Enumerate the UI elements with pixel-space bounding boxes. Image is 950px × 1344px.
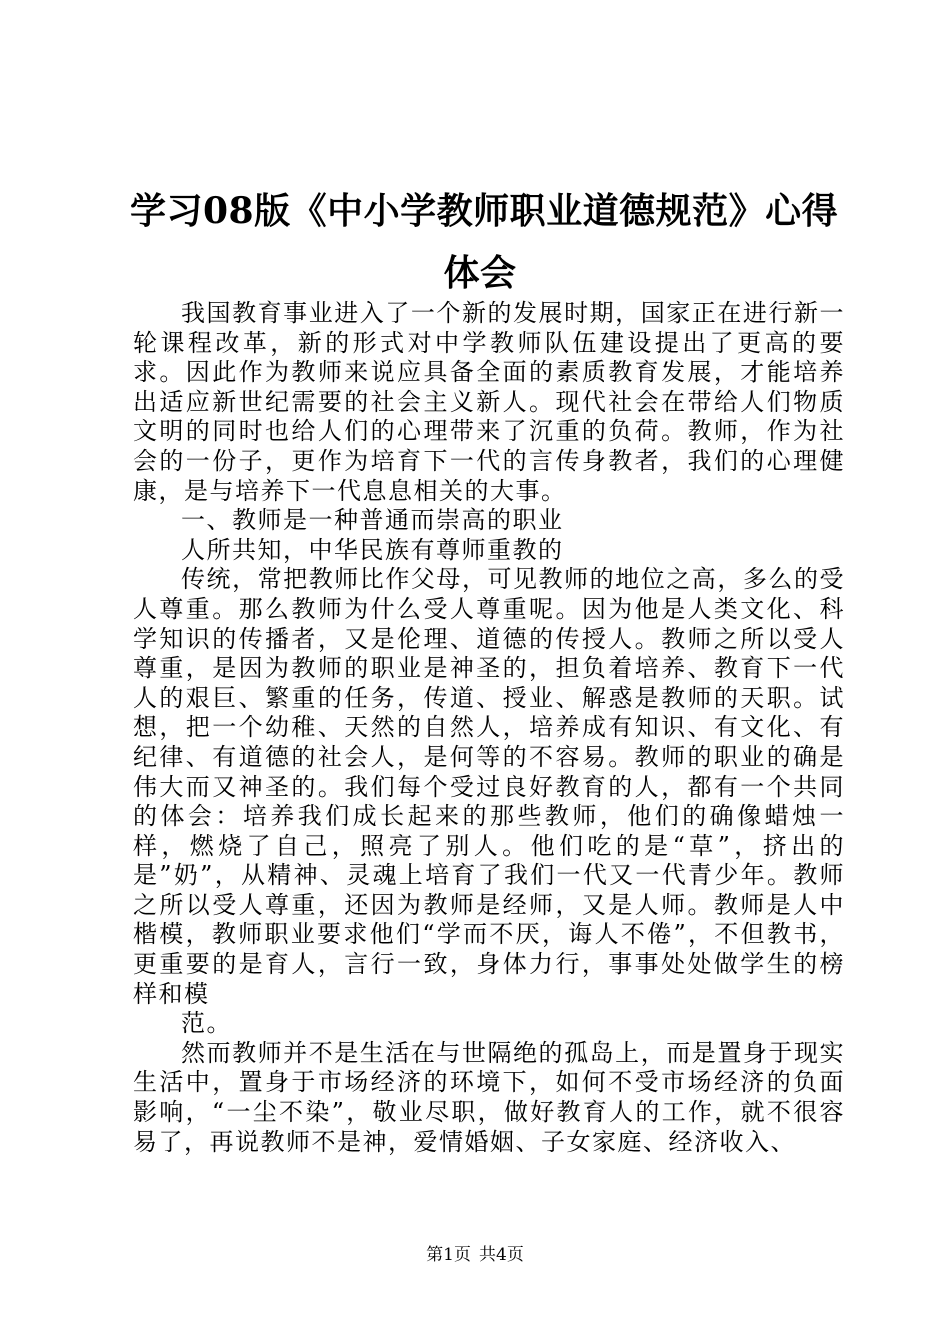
paragraph: 然而教师并不是生活在与世隔绝的孤岛上，而是置身于现实生活中，置身于市场经济的环境下，如何不受市场经济的负面影响，“一尘不染”，敬业尽职，做好教育人的工作，就不很容易了，再说教师不是神，爱情婚姻、子女家庭、经济收入、: [133, 1038, 845, 1156]
page-footer: [0, 1244, 950, 1266]
paragraph: 人所共知，中华民族有尊师重教的: [181, 535, 564, 564]
document-body: [133, 299, 845, 1157]
paragraph: 传统，常把教师比作父母，可见教师的地位之高，多么的受人尊重。那么教师为什么受人尊重呢。因为他是人类文化、科学知识的传播者，又是伦理、道德的传授人。教师之所以受人尊重，是因为教师的职业是神圣的，担负着培养、教育下一代人的艰巨、繁重的任务，传道、授业、解惑是教师的天职。试想，把一个幼稚、天然的自然人，培养成有知识、有文化、有纪律、有道德的社会人，是何等的不容易。教师的职业的确是伟大而又神圣的。我们每个受过良好教育的人，都有一个共同的体会：培养我们成长起来的那些教师，他们的确像蜡烛一样，燃烧了自己，照亮了别人。他们吃的是“草”，挤出的是”奶”，从精神、灵魂上培育了我们一代又一代青少年。教师之所以受人尊重，还因为教师是经师，又是人师。教师是人中楷模，教师职业要求他们“学而不厌，诲人不倦”，不但教书，更重要的是育人，言行一致，身体力行，事事处处做学生的榜样和模: [133, 565, 845, 1008]
paragraph: 我国教育事业进入了一个新的发展时期，国家正在进行新一轮课程改革，新的形式对中学教师队伍建设提出了更高的要求。因此作为教师来说应具备全面的素质教育发展，才能培养出适应新世纪需要的社会主义新人。现代社会在带给人们物质文明的同时也给人们的心理带来了沉重的负荷。教师，作为社会的一份子，更作为培育下一代的言传身教者，我们的心理健康，是与培养下一代息息相关的大事。: [133, 299, 845, 505]
page-number: 第1页: [426, 1245, 471, 1265]
title-line-1: 学习08版《中小学教师职业道德规范》心得: [130, 190, 839, 232]
section-heading: 一、教师是一种普通而崇高的职业: [181, 506, 564, 535]
title-line-2: 体会: [443, 252, 517, 294]
page-total: 共4页: [479, 1245, 524, 1265]
paragraph: 范。: [181, 1009, 232, 1038]
document-title: [130, 180, 839, 304]
